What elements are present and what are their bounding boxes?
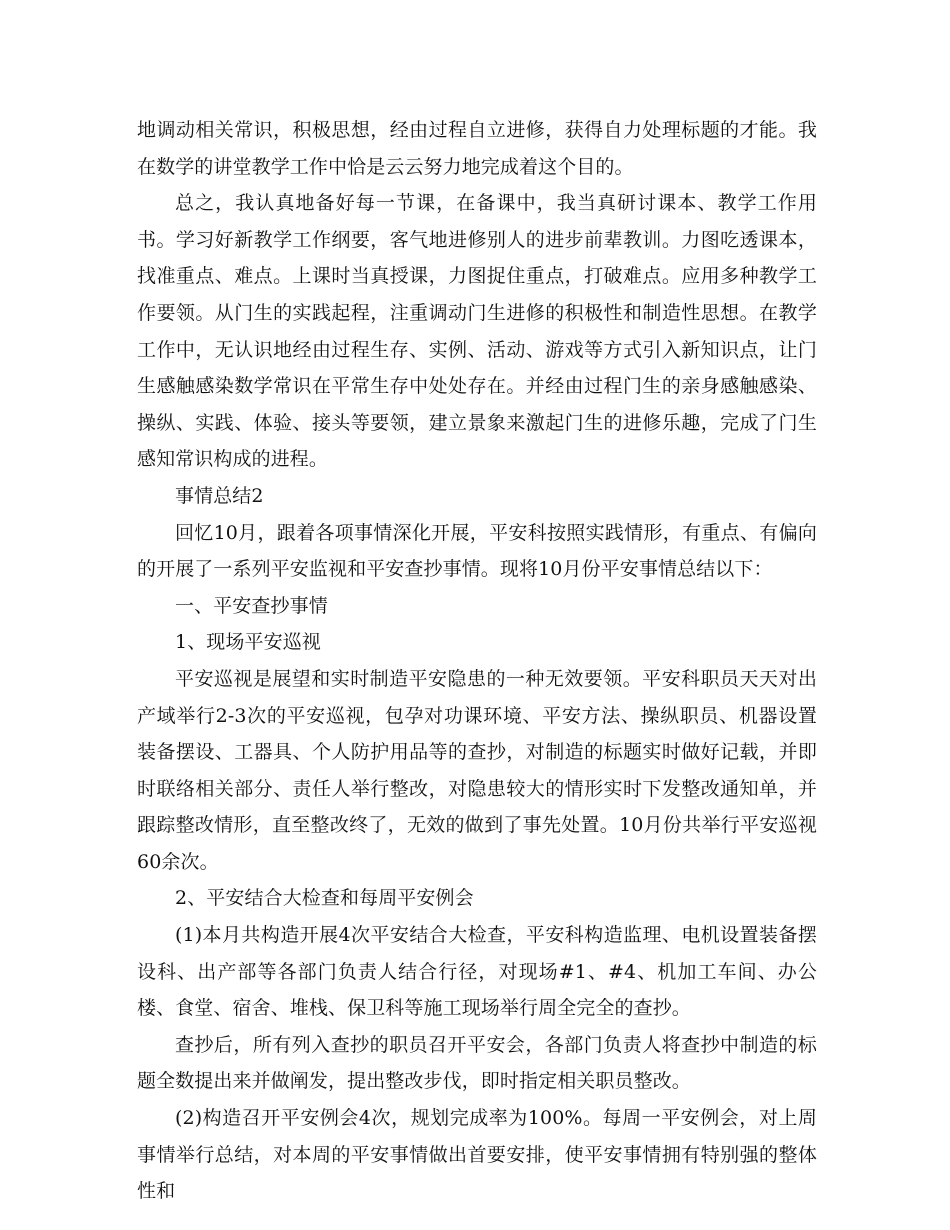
paragraph-6: 查抄后，所有列入查抄的职员召开平安会，各部门负责人将查抄中制造的标题全数提出来并做阐发，提出整改步伐，即时指定相关职员整改。 xyxy=(137,1033,817,1093)
paragraph-7: (2)构造召开平安例会4次，规划完成率为100%。每周一平安例会，对上周事情举行总结，对本周的平安事情做出首要安排，使平安事情拥有特别强的整体性和 xyxy=(137,1107,817,1203)
section-heading-safety-inspection: 一、平安查抄事情 xyxy=(175,594,328,617)
paragraph-2: 总之，我认真地备好每一节课，在备课中，我当真研讨课本、教学工作用书。学习好新教学工作纲要，客气地进修别人的进步前辈教训。力图吃透课本，找准重点、难点。上课时当真授课，力图捉住重点，打破难点。应用多种教学工作要领。从门生的实践起程，注重调动门生进修的积极性和制造性思想。在教学工作中，无认识地经由过程生存、实例、活动、游戏等方式引入新知识点，让门生感触感染数学常识在平常生存中处处存在。并经由过程门生的亲身感触感染、操纵、实践、体验、接头等要领，建立景象来激起门生的进修乐趣，完成了门生感知常识构成的进程。 xyxy=(137,192,817,471)
section-heading-work-summary-2: 事情总结2 xyxy=(175,484,264,507)
subheading-site-safety-patrol: 1、现场平安巡视 xyxy=(175,631,321,654)
subheading-joint-inspection-weekly-meeting: 2、平安结合大检查和每周平安例会 xyxy=(175,887,474,910)
paragraph-4: 平安巡视是展望和实时制造平安隐患的一种无效要领。平安科职员天天对出产域举行2-3次的平安巡视，包孕对功课环境、平安方法、操纵职员、机器设置装备摆设、工器具、个人防护用品等的查抄，对制造的标题实时做好记载，并即时联络相关部分、责任人举行整改，对隐患较大的情形实时下发整改通知单，并跟踪整改情形，直至整改终了，无效的做到了事先处置。10月份共举行平安巡视60余次。 xyxy=(137,667,817,873)
document-body xyxy=(137,112,817,1210)
paragraph-3: 回忆10月，跟着各项事情深化开展，平安科按照实践情形，有重点、有偏向的开展了一系列平安监视和平安查抄事情。现将10月份平安事情总结以下： xyxy=(137,521,817,581)
paragraph-1: 地调动相关常识，积极思想，经由过程自立进修，获得自力处理标题的才能。我在数学的讲堂教学工作中恰是云云努力地完成着这个目的。 xyxy=(137,119,817,178)
paragraph-5: (1)本月共构造开展4次平安结合大检查，平安科构造监理、电机设置装备摆设科、出产部等各部门负责人结合行径，对现场#1、#4、机加工车间、办公楼、食堂、宿舍、堆栈、保卫科等施工现场举行周全完全的查抄。 xyxy=(137,924,817,1020)
